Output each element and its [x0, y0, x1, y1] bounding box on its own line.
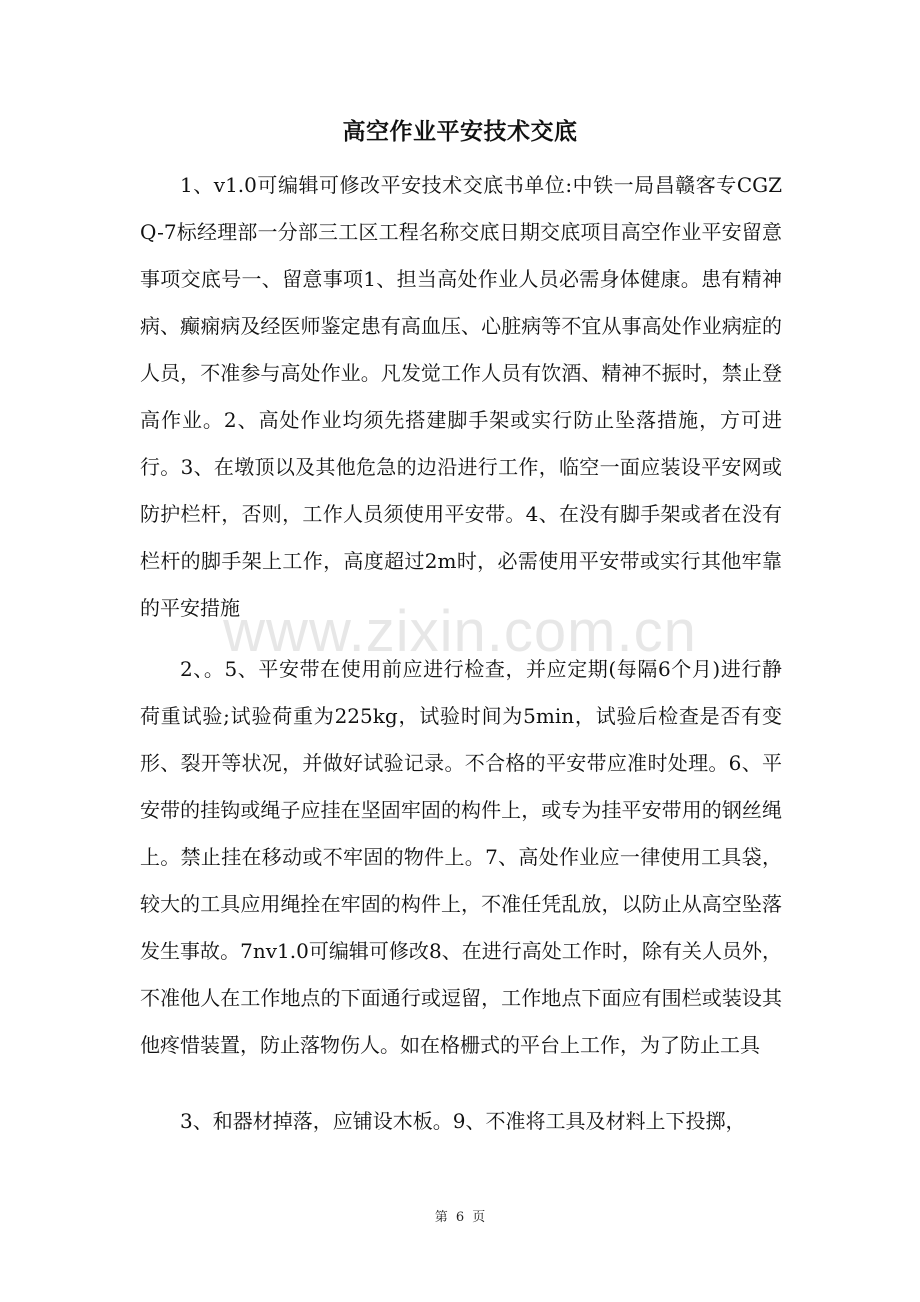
page-label-suffix: 页: [472, 1210, 486, 1225]
page-number: 6: [455, 1210, 465, 1225]
page-footer: [0, 1208, 920, 1228]
paragraph-3: 3、和器材掉落，应铺设木板。9、不准将工具及材料上下投掷，: [180, 1109, 746, 1133]
paragraph-1: 1、v1.0可编辑可修改平安技术交底书单位:中铁一局昌赣客专CGZQ-7标经理部一分部三工区工程名称交底日期交底项目高空作业平安留意事项交底号一、留意事项1、担当高处作业人员必需身体健康。患有精神病、癫痫病及经医师鉴定患有高血压、心脏病等不宜从事高处作业病症的人员，不准参与高处作业。凡发觉工作人员有饮酒、精神不振时，禁止登高作业。2、高处作业均须先搭建脚手架或实行防止坠落措施，方可进行。3、在墩顶以及其他危急的边沿进行工作，临空一面应装设平安网或防护栏杆，否则，工作人员须使用平安带。4、在没有脚手架或者在没有栏杆的脚手架上工作，高度超过2m时，必需使用平安带或实行其他牢靠的平安措施: [140, 173, 782, 620]
paragraph-2: 2、。5、平安带在使用前应进行检查，并应定期(每隔6个月)进行静荷重试验;试验荷重为225kg，试验时间为5min，试验后检查是否有变形、裂开等状况，并做好试验记录。不合格的平安带应准时处理。6、平安带的挂钩或绳子应挂在坚固牢固的构件上，或专为挂平安带用的钢丝绳上。禁止挂在移动或不牢固的物件上。7、高处作业应一律使用工具袋，较大的工具应用绳拴在牢固的构件上，不准任凭乱放，以防止从高空坠落发生事故。7nv1.0可编辑可修改8、在进行高处工作时，除有关人员外，不准他人在工作地点的下面通行或逗留，工作地点下面应有围栏或装设其他疼惜装置，防止落物伤人。如在格栅式的平台上工作，为了防止工具: [140, 657, 782, 1057]
watermark: www.zixin.com.cn: [223, 599, 697, 664]
document-title: 高空作业平安技术交底: [342, 118, 578, 145]
page-label-prefix: 第: [434, 1210, 448, 1225]
